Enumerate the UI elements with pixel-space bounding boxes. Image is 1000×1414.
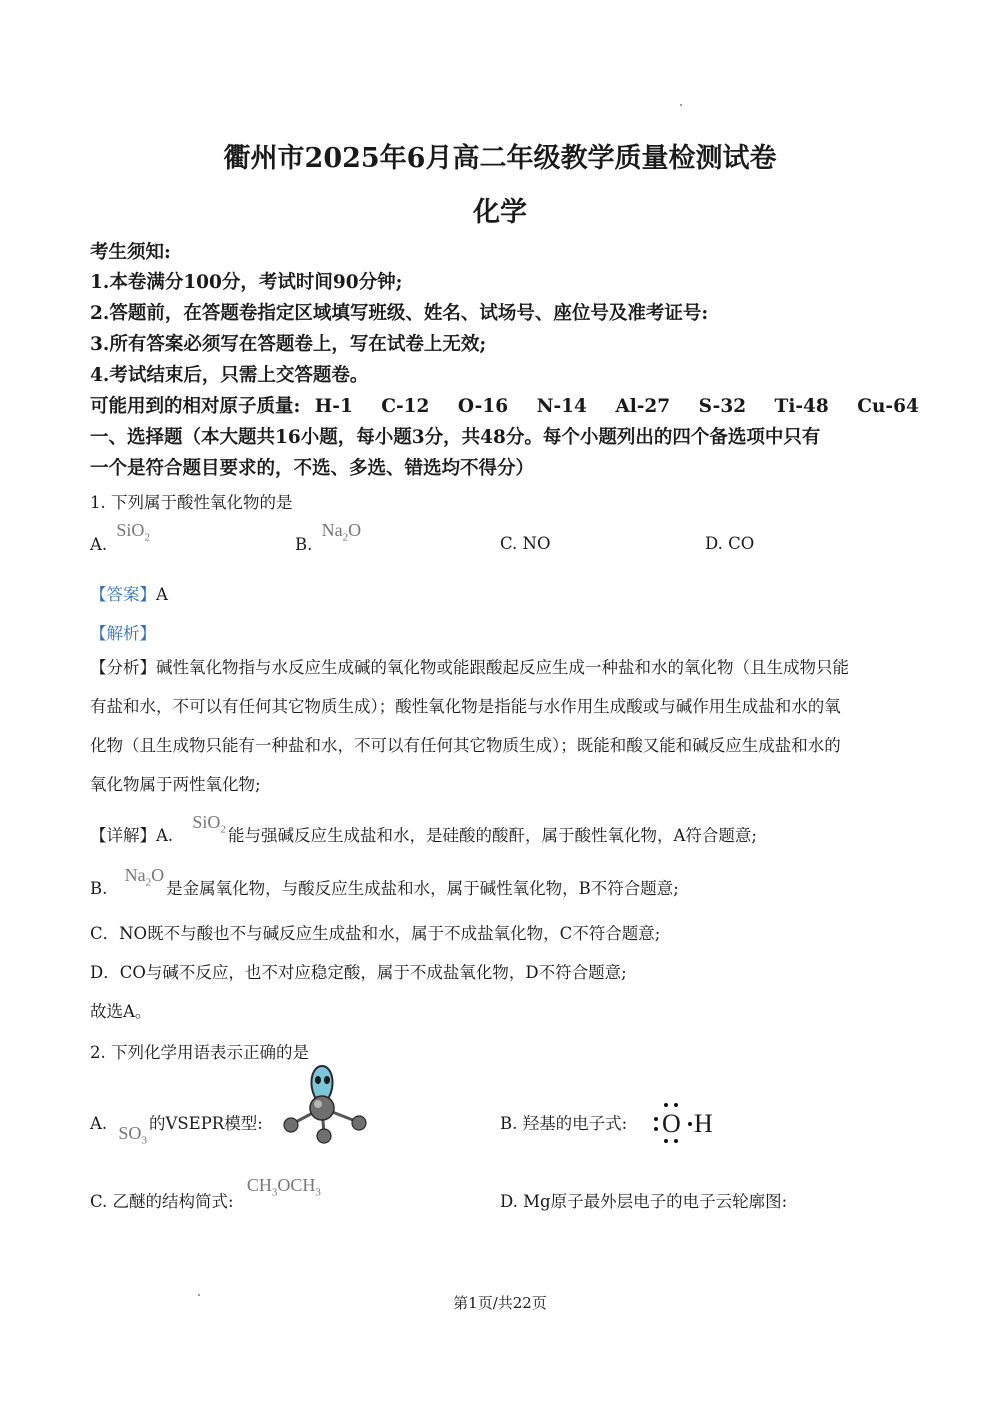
formula-sio2: SiO$_2$ xyxy=(116,520,150,544)
atomic-mass: C-12 xyxy=(381,396,430,417)
hydroxyl-electron-formula xyxy=(650,1103,722,1143)
scan-speck xyxy=(680,104,682,106)
analysis-line: 【分析】碱性氧化物指与水反应生成碱的氧化物或能跟酸起反应生成一种盐和水的氧化物（且生成物只能 xyxy=(90,658,849,677)
question-2-stem: 2. 下列化学用语表示正确的是 xyxy=(90,1043,309,1062)
q2-option-a: A. $SO_3$的VSEPR模型: xyxy=(90,1114,263,1147)
atomic-mass-line xyxy=(90,392,919,418)
atomic-mass: Ti-48 xyxy=(774,396,829,417)
analysis-line: 有盐和水，不可以有任何其它物质生成）；酸性氧化物是指能与水作用生成酸或与碱作用生成盐和水的氧 xyxy=(90,697,841,716)
q1-option-b xyxy=(295,520,362,558)
atomic-mass: Al-27 xyxy=(615,396,671,417)
atomic-mass: N-14 xyxy=(536,396,587,417)
oxygen-symbol: O xyxy=(662,1109,681,1138)
conclusion: 故选A。 xyxy=(90,1002,152,1021)
electron-dot-icon xyxy=(674,1139,678,1143)
analysis-tag: 【解析】 xyxy=(90,624,156,643)
analysis-line: 氧化物属于两性氧化物; xyxy=(90,775,261,794)
vsepr-model-icon xyxy=(280,1062,372,1146)
detail-b: B. $Na_2O$是金属氧化物，与酸反应生成盐和水，属于碱性氧化物，B不符合题意; xyxy=(90,865,679,898)
formula-na2o: $Na_2O$ xyxy=(124,865,165,889)
q1-option-c: C. NO xyxy=(500,534,551,553)
q2-option-b: B. 羟基的电子式: xyxy=(500,1114,628,1133)
exam-title: 衢州市2025年6月高二年级教学质量检测试卷 xyxy=(223,143,777,174)
formula-na2o: $Na_2O$ xyxy=(321,520,362,544)
answer-tag: 【答案】 xyxy=(90,585,156,604)
notice-heading: 考生须知: xyxy=(90,242,171,263)
notice-item: 4.考试结束后，只需上交答题卷。 xyxy=(90,365,369,386)
detail-a: 【详解】A. SiO$_2$ 能与强碱反应生成盐和水，是硅酸的酸酐，属于酸性氧化物，A符合题意; xyxy=(90,812,757,845)
notice-item: 1.本卷满分100分，考试时间90分钟; xyxy=(90,272,403,293)
section-heading-cont: 一个是符合题目要求的，不选、多选、错选均不得分） xyxy=(90,458,535,479)
q2-option-c: C. 乙醚的结构简式: $CH_3OCH_3$ xyxy=(90,1175,321,1211)
question-1-stem: 1. 下列属于酸性氧化物的是 xyxy=(90,493,293,512)
atomic-mass: H-1 xyxy=(314,396,353,417)
electron-dot-icon xyxy=(654,1117,658,1121)
notice-item: 2.答题前，在答题卷指定区域填写班级、姓名、试场号、座位号及准考证号: xyxy=(90,303,709,324)
q1-option-d: D. CO xyxy=(705,534,755,553)
analysis-line: 化物（且生成物只能有一种盐和水，不可以有任何其它物质生成）；既能和酸又能和碱反应生成盐和水的 xyxy=(90,736,841,755)
electron-dot-icon xyxy=(674,1103,678,1107)
formula-sio2: SiO$_2$ xyxy=(192,812,226,836)
option-label: A. xyxy=(90,535,108,554)
subject-title: 化学 xyxy=(473,197,527,228)
atomic-mass: O-16 xyxy=(457,396,509,417)
atomic-mass: Cu-64 xyxy=(857,396,919,417)
option-label: B. xyxy=(295,535,313,554)
formula-ether: $CH_3OCH_3$ xyxy=(246,1175,321,1199)
atomic-mass: S-32 xyxy=(698,396,747,417)
q2-option-d: D. Mg原子最外层电子的电子云轮廓图: xyxy=(500,1192,788,1211)
detail-c: C．NO既不与酸也不与碱反应生成盐和水，属于不成盐氧化物，C不符合题意; xyxy=(90,924,661,943)
hydrogen-symbol: H xyxy=(694,1109,713,1138)
notice-item: 3.所有答案必须写在答题卷上，写在试卷上无效; xyxy=(90,334,487,355)
atomic-mass-label: 可能用到的相对原子质量: xyxy=(90,396,301,417)
formula-so3: $SO_3$ xyxy=(118,1123,147,1147)
answer-line xyxy=(90,581,168,605)
electron-dot-icon xyxy=(664,1139,668,1143)
q1-option-a xyxy=(90,520,150,558)
electron-dot-icon xyxy=(654,1127,658,1131)
section-heading: 一、选择题（本大题共16小题，每小题3分，共48分。每个小题列出的四个备选项中只有 xyxy=(90,427,821,448)
electron-dot-icon xyxy=(664,1103,668,1107)
electron-dot-icon xyxy=(688,1122,692,1126)
page-footer: 第1页/共22页 xyxy=(453,1294,547,1312)
detail-d: D．CO与碱不反应，也不对应稳定酸，属于不成盐氧化物，D不符合题意; xyxy=(90,963,627,982)
answer-value: A xyxy=(156,585,168,604)
